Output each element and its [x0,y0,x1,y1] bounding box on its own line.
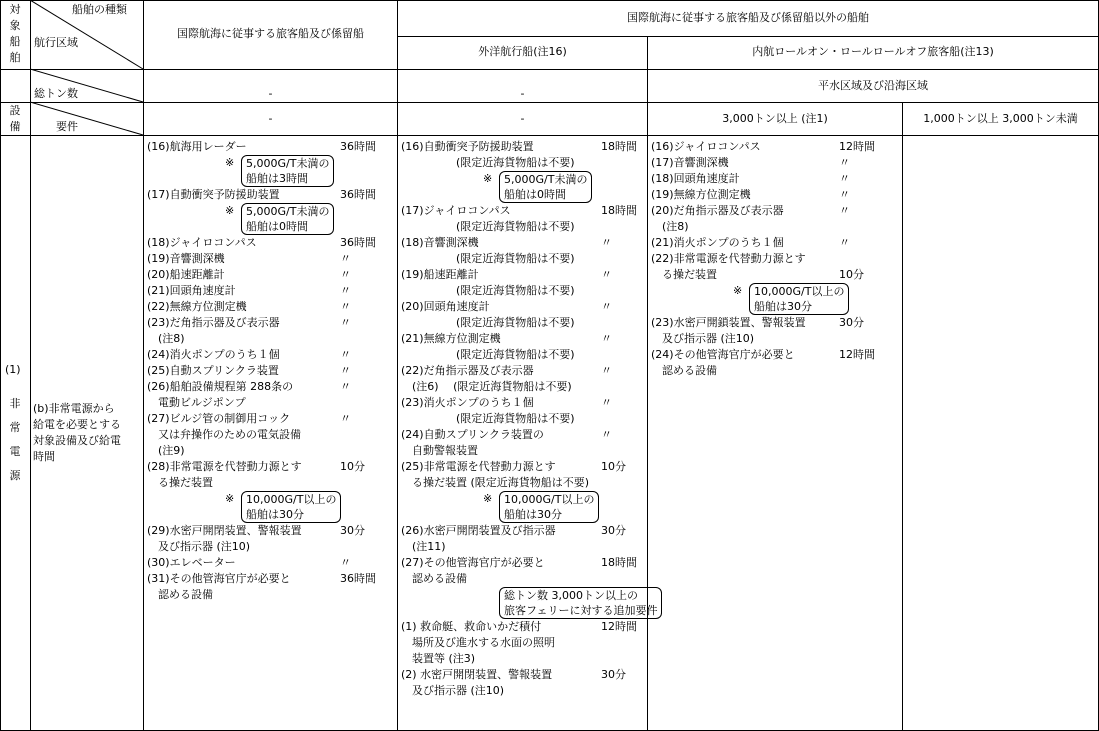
equipment-label: 認める設備 [401,572,467,585]
equipment-label: (21)消火ポンプのうち１個 [651,236,784,249]
supply-time: 〃 [601,236,612,249]
supply-time: 〃 [839,236,850,249]
equipment-item [401,219,641,235]
equipment-item [401,427,641,443]
note-brace [241,203,334,235]
equipment-label: 自動警報装置 [401,444,478,457]
equipment-item [401,683,641,699]
col-other-title: 国際航海に従事する旅客船及び係留船以外の船舶 [627,11,869,24]
equipment-label: (19)音響測深機 [147,252,225,265]
equipment-item [147,299,387,315]
supply-time: 18時間 [601,556,637,569]
equipment-label: (25)非常電源を代替動力源とす [401,460,556,473]
equipment-label: (限定近海貨物船は不要) [401,412,575,425]
supply-time: 10分 [839,268,864,281]
supply-time: 〃 [839,156,850,169]
equipment-label: 認める設備 [147,588,213,601]
equipment-item [401,443,641,459]
note-mark: ※ [483,172,493,185]
equipment-label: る操だ装置 [651,268,717,281]
equipment-label: (1) 救命艇、救命いかだ積付 [401,620,542,633]
note-mark: ※ [225,156,235,169]
col2-title: 外洋航行船(注16) [478,45,567,58]
equipment-item [651,331,881,347]
equipment-label: 及び指示器 (注10) [651,332,755,345]
equipment-item [651,235,881,251]
note-mark: ※ [225,492,235,505]
equipment-label: (19)船速距離計 [401,268,479,281]
equipment-item [147,363,387,379]
equipment-label: (16)航海用レーダー [147,140,247,153]
equipment-label: (23)だ角指示器及び表示器 [147,316,280,329]
note-line: 旅客フェリーに対する追加要件 [504,604,658,617]
equipment-item [401,459,641,475]
equipment-item [401,539,641,555]
equipment-label: (18)ジャイロコンパス [147,236,257,249]
equipment-item [147,347,387,363]
equipment-label: る操だ装置 [147,476,213,489]
equipment-item [651,347,881,363]
note-line: 5,000G/T未満の [504,173,588,186]
equipment-item [401,315,641,331]
supply-time: 12時間 [839,348,875,361]
supply-time: 〃 [340,300,351,313]
equipment-item [147,395,387,411]
supply-time: 36時間 [340,188,376,201]
equipment-item [401,155,641,171]
equipment-item [147,139,387,155]
note-line: 船舶は0時間 [246,220,308,233]
note-line: 10,000G/T以上の [246,493,337,506]
equipment-label: 場所及び進水する水面の照明 [401,636,555,649]
note-brace-row [147,203,387,235]
equipment-label: (29)水密戸開閉装置、警報装置 [147,524,302,537]
col1-items [147,139,387,603]
equipment-item [651,203,881,219]
supply-time: 36時間 [340,572,376,585]
supply-time: 〃 [839,204,850,217]
equipment-label: (26)船舶設備規程第 288条の [147,380,294,393]
equipment-item [401,379,641,395]
equipment-label: (注8) [147,332,185,345]
equipment-label: (2) 水密戸開閉装置、警報装置 [401,668,553,681]
equipment-label: (21)無線方位測定機 [401,332,501,345]
corner-tonnage: 総トン数 [34,87,78,100]
equipment-label: (注8) [651,220,689,233]
equipment-item [651,315,881,331]
equipment-label: (17)ジャイロコンパス [401,204,511,217]
col3-items [651,139,881,379]
equipment-item [147,459,387,475]
req-col3: 3,000トン以上 (注1) [722,112,828,125]
equipment-item [401,571,641,587]
equipment-item [401,203,641,219]
equipment-label: (23)消火ポンプのうち１個 [401,396,534,409]
equipment-item [401,251,641,267]
area-col1: - [268,87,273,100]
note-line: 船舶は3時間 [246,172,308,185]
equipment-item [401,619,641,635]
equipment-label: (27)ビルジ管の制御用コック [147,412,291,425]
supply-time: 〃 [340,380,351,393]
equipment-label: (24)自動スプリンクラ装置の [401,428,544,441]
supply-time: 〃 [839,188,850,201]
note-brace-row [651,283,881,315]
supply-time: 18時間 [601,204,637,217]
supply-time: 〃 [601,300,612,313]
note-mark: ※ [483,492,493,505]
equipment-label: る操だ装置 (限定近海貨物船は不要) [401,476,590,489]
hline-b [0,69,1099,70]
equipment-label: 設 備 [9,104,21,133]
supply-time: 〃 [340,268,351,281]
equipment-label: (22)無線方位測定機 [147,300,247,313]
supply-time: 〃 [601,268,612,281]
equipment-item [147,251,387,267]
equipment-label: (20)回頭角速度計 [401,300,490,313]
note-line: 船舶は0時間 [504,188,566,201]
note-brace-row [147,155,387,187]
equipment-item [401,283,641,299]
corner-ship-type: 船舶の種類 [72,3,127,16]
equipment-item [401,331,641,347]
equipment-item [147,587,387,603]
supply-time: 12時間 [601,620,637,633]
equipment-label: 認める設備 [651,364,717,377]
equipment-item [401,667,641,683]
note-line: 総トン数 3,000トン以上の [504,589,638,602]
equipment-label: (限定近海貨物船は不要) [401,316,575,329]
equipment-label: 及び指示器 (注10) [401,684,505,697]
vline-5 [902,102,903,731]
equipment-item [147,315,387,331]
row-number: (1) [5,363,21,376]
corner-requirement: 要件 [56,120,78,133]
supply-time: 〃 [340,364,351,377]
note-line: 5,000G/T未満の [246,205,330,218]
note-brace-row [401,171,641,203]
equipment-item [147,331,387,347]
supply-time: 〃 [340,252,351,265]
equipment-label: (31)その他管海官庁が必要と [147,572,291,585]
equipment-item [147,411,387,427]
equipment-item [651,363,881,379]
req-col1: - [268,112,273,125]
note-brace [241,155,334,187]
equipment-label: 及び指示器 (注10) [147,540,251,553]
supply-time: 〃 [340,316,351,329]
equipment-item [401,523,641,539]
equipment-label: (21)回頭角速度計 [147,284,236,297]
equipment-label: (注9) [147,444,185,457]
supply-time: 〃 [601,332,612,345]
equipment-item [401,651,641,667]
req-col2: - [520,112,525,125]
sub-label: (b)非常電源から 給電を必要とする 対象設備及び給電 時間 [33,402,121,463]
equipment-item [147,235,387,251]
equipment-item [147,379,387,395]
supply-time: 12時間 [839,140,875,153]
supply-time: 〃 [340,348,351,361]
border-top [0,0,1099,1]
vline-4 [647,36,648,731]
equipment-item [147,283,387,299]
equipment-label: (27)その他管海官庁が必要と [401,556,545,569]
supply-time: 10分 [340,460,365,473]
equipment-label: (17)音響測深機 [651,156,729,169]
col3-title: 内航ロールオン・ロールロールオフ旅客船(注13) [752,45,994,58]
equipment-label: (23)水密戸開鎖装置、警報装置 [651,316,806,329]
supply-time: 36時間 [340,140,376,153]
note-line: 5,000G/T未満の [246,157,330,170]
equipment-label: (22)非常電源を代替動力源とす [651,252,806,265]
equipment-label: (限定近海貨物船は不要) [401,348,575,361]
equipment-item [651,267,881,283]
supply-time: 10分 [601,460,626,473]
note-brace [499,171,592,203]
hline-a [397,36,1099,37]
supply-time: 〃 [839,172,850,185]
equipment-label: (18)回頭角速度計 [651,172,740,185]
equipment-label: (30)エレベーター [147,556,236,569]
vline-3 [397,0,398,731]
supply-time: 30分 [839,316,864,329]
equipment-item [401,395,641,411]
supply-time: 〃 [601,396,612,409]
equipment-item [401,411,641,427]
equipment-label: (限定近海貨物船は不要) [401,156,575,169]
supply-time: 〃 [340,556,351,569]
col1-title: 国際航海に従事する旅客船及び係留船 [177,27,364,40]
supply-time: 〃 [601,364,612,377]
note-brace [241,491,341,523]
equipment-item [401,235,641,251]
note-mark: ※ [733,284,743,297]
note-line: 船舶は30分 [754,300,812,313]
equipment-item [147,475,387,491]
equipment-item [651,171,881,187]
equipment-item [401,475,641,491]
corner-area: 航行区域 [34,36,78,49]
note-mark: ※ [225,204,235,217]
equipment-item [401,555,641,571]
equipment-label: (20)船速距離計 [147,268,225,281]
equipment-item [147,187,387,203]
equipment-label: (16)自動衝突予防援助装置 [401,140,534,153]
note-line: 10,000G/T以上の [754,285,845,298]
hline-c [0,102,1099,103]
equipment-item [147,539,387,555]
supply-time: 36時間 [340,236,376,249]
equipment-item [401,139,641,155]
equipment-label: (限定近海貨物船は不要) [401,252,575,265]
equipment-item [651,187,881,203]
area-col2: - [520,87,525,100]
note-brace [499,491,599,523]
equipment-item [147,555,387,571]
equipment-item [401,363,641,379]
target-ship-label: 対 象 船 舶 [9,3,21,64]
equipment-label: (19)無線方位測定機 [651,188,751,201]
equipment-label: (20)だ角指示器及び表示器 [651,204,784,217]
supply-time: 〃 [601,428,612,441]
equipment-label: (28)非常電源を代替動力源とす [147,460,302,473]
note-brace [499,587,662,619]
supply-time: 30分 [601,524,626,537]
emergency-power-label: 非 常 電 源 [9,397,21,482]
note-brace-row [147,491,387,523]
equipment-item [401,635,641,651]
supply-time: 〃 [340,412,351,425]
equipment-label: 電動ビルジポンプ [147,396,246,409]
equipment-label: (注6) (限定近海貨物船は不要) [401,380,572,393]
equipment-label: (16)ジャイロコンパス [651,140,761,153]
equipment-label: (24)その他管海官庁が必要と [651,348,795,361]
note-line: 船舶は30分 [504,508,562,521]
equipment-label: (18)音響測深機 [401,236,479,249]
note-line: 船舶は30分 [246,508,304,521]
supply-time: 30分 [340,524,365,537]
equipment-item [651,139,881,155]
equipment-item [147,571,387,587]
equipment-item [401,267,641,283]
border-left [0,0,1,731]
equipment-label: 装置等 (注3) [401,652,476,665]
equipment-label: (24)消火ポンプのうち１個 [147,348,280,361]
area-col34: 平水区域及び沿海区域 [818,79,928,92]
equipment-item [147,267,387,283]
equipment-item [401,347,641,363]
equipment-item [147,523,387,539]
note-brace-row [401,587,658,619]
hline-d [0,135,1099,136]
equipment-item [401,299,641,315]
equipment-item [651,155,881,171]
equipment-item [147,427,387,443]
note-brace-row [401,491,641,523]
equipment-item [147,443,387,459]
equipment-label: (限定近海貨物船は不要) [401,220,575,233]
equipment-item [651,251,881,267]
equipment-label: (限定近海貨物船は不要) [401,284,575,297]
equipment-label: (26)水密戸開閉装置及び指示器 [401,524,556,537]
req-col4: 1,000トン以上 3,000トン未満 [923,112,1078,125]
supply-time: 18時間 [601,140,637,153]
equipment-label: (22)だ角指示器及び表示器 [401,364,534,377]
equipment-label: (注11) [401,540,446,553]
equipment-label: (17)自動衝突予防援助装置 [147,188,280,201]
note-line: 10,000G/T以上の [504,493,595,506]
equipment-item [651,219,881,235]
equipment-label: (25)自動スプリンクラ装置 [147,364,279,377]
corner-diagonals [30,0,144,136]
supply-time: 〃 [340,284,351,297]
col2-items [401,139,658,699]
equipment-label: 又は弁操作のための電気設備 [147,428,301,441]
supply-time: 30分 [601,668,626,681]
note-brace [749,283,849,315]
